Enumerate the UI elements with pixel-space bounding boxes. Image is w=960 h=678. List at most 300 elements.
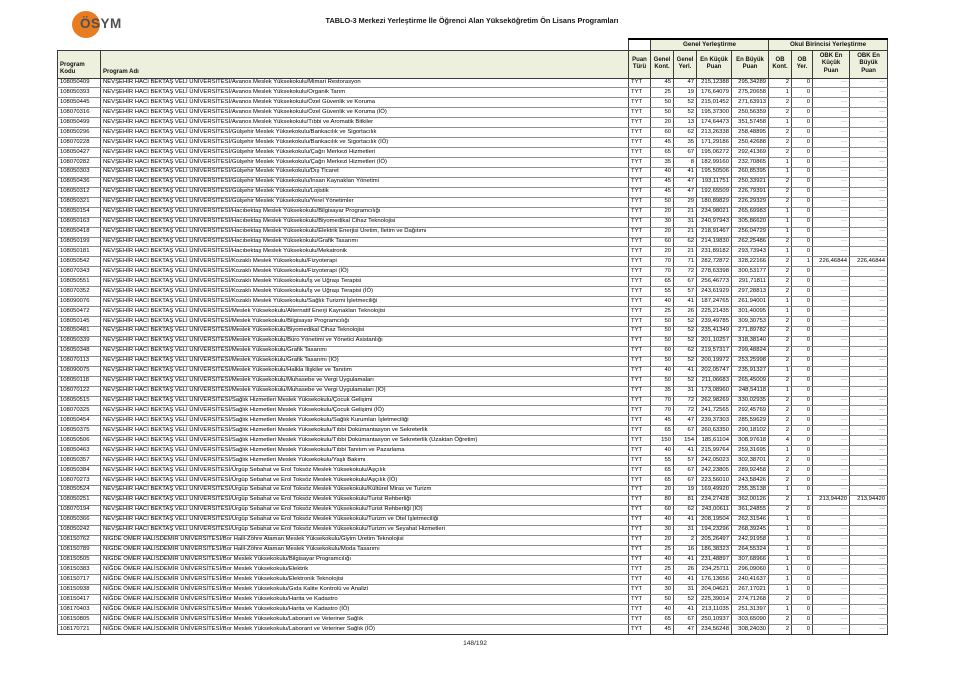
en-buyuk-puan-cell: 293,73943 [732,247,769,257]
ob-yer-cell: 0 [792,138,813,148]
en-kucuk-puan-cell: 231,48897 [697,555,732,565]
obk-en-kucuk-puan-cell: --- [813,515,850,525]
genel-yerl-cell: 52 [674,317,697,327]
program-code-cell: 108150938 [58,585,101,595]
puan-turu-cell: TYT [629,257,651,267]
genel-kont-cell: 20 [651,485,674,495]
genel-kont-cell: 65 [651,476,674,486]
obk-en-buyuk-puan-cell: --- [850,108,888,118]
genel-kont-cell: 35 [651,158,674,168]
puan-turu-cell: TYT [629,217,651,227]
genel-yerl-cell: 67 [674,148,697,158]
en-kucuk-puan-cell: 205,26497 [697,535,732,545]
program-code-cell: 108050145 [58,317,101,327]
en-kucuk-puan-cell: 208,19504 [697,515,732,525]
obk-en-buyuk-puan-cell: --- [850,615,888,625]
obk-en-kucuk-puan-cell: --- [813,416,850,426]
ob-yer-cell: 0 [792,446,813,456]
puan-turu-cell: TYT [629,565,651,575]
obk-en-buyuk-puan-cell: --- [850,158,888,168]
en-buyuk-puan-cell: 262,25486 [732,237,769,247]
table-row [58,386,888,396]
en-kucuk-puan-cell: 242,05023 [697,456,732,466]
ob-kont-cell: 2 [769,98,792,108]
program-code-cell: 108050427 [58,148,101,158]
ob-kont-cell: 2 [769,456,792,466]
program-code-cell: 108050321 [58,197,101,207]
en-kucuk-puan-cell: 176,64079 [697,88,732,98]
program-name-cell: NEVŞEHİR HACI BEKTAŞ VELİ ÜNİVERSİTESİ/Meslek Yüksekokulu/Biyomedikal Cihaz Teknolojisi [101,326,629,336]
program-code-cell: 108070228 [58,138,101,148]
program-code-cell: 108050418 [58,227,101,237]
program-name-cell: NİĞDE ÖMER HALİSDEMİR ÜNİVERSİTESİ/Bor Meslek Yüksekokulu/Gıda Kalite Kontrolü ve Analizi [101,585,629,595]
ob-yer-cell: 0 [792,247,813,257]
en-buyuk-puan-cell: 265,45009 [732,376,769,386]
program-name-cell: NİĞDE ÖMER HALİSDEMİR ÜNİVERSİTESİ/Bor Meslek Yüksekokulu/Laborant ve Veteriner Sağlık [101,615,629,625]
genel-yerl-cell: 47 [674,625,697,635]
genel-kont-cell: 45 [651,187,674,197]
puan-turu-cell: TYT [629,207,651,217]
en-kucuk-puan-cell: 235,41349 [697,326,732,336]
table-row [58,446,888,456]
genel-kont-cell: 50 [651,326,674,336]
genel-yerl-cell: 47 [674,177,697,187]
program-name-cell: NİĞDE ÖMER HALİSDEMİR ÜNİVERSİTESİ/Bor Halil-Zöhre Ataman Meslek Yüksekokulu/Moda Tasarımı [101,545,629,555]
en-buyuk-puan-cell: 271,63913 [732,98,769,108]
obk-en-buyuk-puan-cell: --- [850,545,888,555]
genel-kont-cell: 40 [651,555,674,565]
puan-turu-cell: TYT [629,247,651,257]
en-buyuk-puan-cell: 262,31546 [732,515,769,525]
ob-kont-cell: 2 [769,476,792,486]
table-row [58,297,888,307]
ob-yer-cell: 0 [792,525,813,535]
obk-en-kucuk-puan-cell: --- [813,317,850,327]
ob-yer-cell: 0 [792,128,813,138]
genel-yerl-cell: 52 [674,356,697,366]
en-kucuk-puan-cell: 195,06272 [697,148,732,158]
table-row [58,615,888,625]
ob-kont-cell: 1 [769,88,792,98]
obk-en-buyuk-puan-cell: --- [850,217,888,227]
puan-turu-cell: TYT [629,326,651,336]
puan-turu-cell: TYT [629,138,651,148]
en-kucuk-puan-cell: 239,37303 [697,416,732,426]
genel-yerl-cell: 26 [674,307,697,317]
program-code-cell: 108050296 [58,128,101,138]
program-code-cell: 108150789 [58,545,101,555]
en-kucuk-puan-cell: 243,61929 [697,287,732,297]
genel-kont-cell: 40 [651,446,674,456]
genel-yerl-cell: 62 [674,505,697,515]
ob-yer-cell: 0 [792,158,813,168]
genel-kont-cell: 50 [651,98,674,108]
obk-en-buyuk-puan-cell: --- [850,565,888,575]
en-kucuk-puan-cell: 242,23805 [697,466,732,476]
program-name-cell: NEVŞEHİR HACI BEKTAŞ VELİ ÜNİVERSİTESİ/Sağlık Hizmetleri Meslek Yüksekokulu/Tıbbi Tanıtım ve Pazarlama [101,446,629,456]
puan-turu-cell: TYT [629,456,651,466]
obk-en-kucuk-puan-cell: --- [813,187,850,197]
table-row [58,207,888,217]
ob-kont-cell: 2 [769,346,792,356]
table-row [58,575,888,585]
en-kucuk-puan-cell: 211,06683 [697,376,732,386]
ob-kont-cell: 1 [769,575,792,585]
obk-en-buyuk-puan-cell: --- [850,446,888,456]
obk-en-buyuk-puan-cell: --- [850,605,888,615]
en-buyuk-puan-cell: 264,55324 [732,545,769,555]
obk-en-buyuk-puan-cell: --- [850,595,888,605]
program-name-cell: NEVŞEHİR HACI BEKTAŞ VELİ ÜNİVERSİTESİ/Meslek Yüksekokulu/Bilgisayar Programcılığı [101,317,629,327]
genel-kont-cell: 40 [651,297,674,307]
en-buyuk-puan-cell: 255,35138 [732,485,769,495]
ob-kont-cell: 1 [769,555,792,565]
genel-yerl-cell: 67 [674,277,697,287]
obk-en-buyuk-puan-cell: --- [850,525,888,535]
en-kucuk-puan-cell: 213,11035 [697,605,732,615]
program-name-cell: NEVŞEHİR HACI BEKTAŞ VELİ ÜNİVERSİTESİ/Avanos Meslek Yüksekokulu/Özel Güvenlik ve Koruma (İÖ) [101,108,629,118]
obk-en-kucuk-puan-cell: --- [813,118,850,128]
ob-yer-cell: 0 [792,227,813,237]
obk-en-buyuk-puan-cell: --- [850,336,888,346]
puan-turu-cell: TYT [629,446,651,456]
puan-turu-cell: TYT [629,177,651,187]
en-kucuk-puan-cell: 202,05747 [697,366,732,376]
puan-turu-cell: TYT [629,545,651,555]
genel-kont-cell: 45 [651,138,674,148]
obk-en-buyuk-puan-cell: --- [850,237,888,247]
program-code-cell: 108150717 [58,575,101,585]
table-row [58,78,888,88]
table-row [58,346,888,356]
ob-kont-cell: 2 [769,187,792,197]
table-row [58,267,888,277]
en-kucuk-puan-cell: 192,65509 [697,187,732,197]
ob-yer-cell: 1 [792,495,813,505]
genel-kont-cell: 150 [651,436,674,446]
obk-en-kucuk-puan-cell: --- [813,525,850,535]
program-name-cell: NEVŞEHİR HACI BEKTAŞ VELİ ÜNİVERSİTESİ/Avanos Meslek Yüksekokulu/Tıbbi ve Aromatik Bitkiler [101,118,629,128]
program-name-cell: NEVŞEHİR HACI BEKTAŞ VELİ ÜNİVERSİTESİ/Avanos Meslek Yüksekokulu/Mimari Restorasyon [101,78,629,88]
puan-turu-cell: TYT [629,396,651,406]
program-code-cell: 108050242 [58,525,101,535]
program-code-cell: 108050357 [58,456,101,466]
genel-yerl-cell: 52 [674,98,697,108]
en-buyuk-puan-cell: 267,17021 [732,585,769,595]
en-kucuk-puan-cell: 239,49785 [697,317,732,327]
ob-kont-cell: 2 [769,406,792,416]
puan-turu-cell: TYT [629,336,651,346]
table-row [58,227,888,237]
col-header-ob-kont: OB Kont. [769,50,792,78]
obk-en-buyuk-puan-cell: --- [850,148,888,158]
puan-turu-cell: TYT [629,436,651,446]
program-name-cell: NEVŞEHİR HACI BEKTAŞ VELİ ÜNİVERSİTESİ/Sağlık Hizmetleri Meslek Yüksekokulu/Çocuk Gelişimi (İÖ) [101,406,629,416]
ob-kont-cell: 2 [769,426,792,436]
genel-yerl-cell: 67 [674,476,697,486]
en-kucuk-puan-cell: 200,19972 [697,356,732,366]
en-kucuk-puan-cell: 215,99764 [697,446,732,456]
col-header-genel-yerl: Genel Yerl. [674,50,697,78]
genel-kont-cell: 35 [651,386,674,396]
genel-kont-cell: 20 [651,207,674,217]
program-code-cell: 108050551 [58,277,101,287]
genel-kont-cell: 45 [651,416,674,426]
obk-en-kucuk-puan-cell: 226,46844 [813,257,850,267]
program-code-cell: 108050251 [58,495,101,505]
puan-turu-cell: TYT [629,88,651,98]
en-buyuk-puan-cell: 274,71268 [732,595,769,605]
program-code-cell: 108050384 [58,466,101,476]
program-code-cell: 108150762 [58,535,101,545]
obk-en-buyuk-puan-cell: --- [850,456,888,466]
genel-yerl-cell: 31 [674,585,697,595]
program-code-cell: 108050181 [58,247,101,257]
genel-kont-cell: 60 [651,505,674,515]
obk-en-buyuk-puan-cell: --- [850,346,888,356]
puan-turu-cell: TYT [629,555,651,565]
en-kucuk-puan-cell: 240,97943 [697,217,732,227]
table-row [58,277,888,287]
ob-yer-cell: 0 [792,237,813,247]
table-header [58,39,888,78]
table-row [58,326,888,336]
ob-kont-cell: 2 [769,595,792,605]
program-code-cell: 108050312 [58,187,101,197]
genel-kont-cell: 30 [651,585,674,595]
en-kucuk-puan-cell: 214,19830 [697,237,732,247]
en-kucuk-puan-cell: 234,27428 [697,495,732,505]
program-name-cell: NEVŞEHİR HACI BEKTAŞ VELİ ÜNİVERSİTESİ/Sağlık Hizmetleri Meslek Yüksekokulu/Tıbbi Dokümantasyon ve Sekreterlik (Uzaktan Öğretim) [101,436,629,446]
genel-kont-cell: 40 [651,167,674,177]
en-buyuk-puan-cell: 271,89782 [732,326,769,336]
en-buyuk-puan-cell: 291,71811 [732,277,769,287]
program-code-cell: 108070113 [58,356,101,366]
program-code-cell: 108050463 [58,446,101,456]
table-row [58,108,888,118]
table-row [58,585,888,595]
puan-turu-cell: TYT [629,277,651,287]
genel-yerl-cell: 41 [674,515,697,525]
program-code-cell: 108170721 [58,625,101,635]
obk-en-buyuk-puan-cell: --- [850,426,888,436]
en-kucuk-puan-cell: 234,56248 [697,625,732,635]
puan-turu-cell: TYT [629,158,651,168]
genel-yerl-cell: 47 [674,78,697,88]
puan-turu-cell: TYT [629,187,651,197]
genel-kont-cell: 45 [651,78,674,88]
obk-en-kucuk-puan-cell: --- [813,555,850,565]
en-kucuk-puan-cell: 219,57317 [697,346,732,356]
program-name-cell: NEVŞEHİR HACI BEKTAŞ VELİ ÜNİVERSİTESİ/Meslek Yüksekokulu/Grafik Tasarımı [101,346,629,356]
genel-kont-cell: 45 [651,625,674,635]
table-row [58,138,888,148]
ob-kont-cell: 2 [769,317,792,327]
ob-kont-cell: 1 [769,366,792,376]
col-header-genel-kont: Genel Kont. [651,50,674,78]
ob-kont-cell: 2 [769,108,792,118]
obk-en-kucuk-puan-cell: --- [813,108,850,118]
genel-yerl-cell: 57 [674,456,697,466]
ob-kont-cell: 1 [769,158,792,168]
en-buyuk-puan-cell: 330,02935 [732,396,769,406]
program-code-cell: 108050154 [58,207,101,217]
puan-turu-cell: TYT [629,585,651,595]
ob-yer-cell: 0 [792,197,813,207]
program-code-cell: 108050303 [58,167,101,177]
puan-turu-cell: TYT [629,426,651,436]
program-name-cell: NEVŞEHİR HACI BEKTAŞ VELİ ÜNİVERSİTESİ/Ürgüp Sebahat ve Erol Toksöz Meslek Yüksekokulu/Kültürel Miras ve Turizm [101,485,629,495]
obk-en-kucuk-puan-cell: --- [813,466,850,476]
table-row [58,436,888,446]
col-header-en-buyuk-puan: En Büyük Puan [732,50,769,78]
program-name-cell: NEVŞEHİR HACI BEKTAŞ VELİ ÜNİVERSİTESİ/Gülşehir Meslek Yüksekokulu/Dış Ticaret [101,167,629,177]
ob-yer-cell: 0 [792,545,813,555]
genel-kont-cell: 65 [651,466,674,476]
genel-yerl-cell: 52 [674,595,697,605]
en-buyuk-puan-cell: 302,38701 [732,456,769,466]
ob-yer-cell: 1 [792,257,813,267]
table-row [58,158,888,168]
obk-en-buyuk-puan-cell: --- [850,177,888,187]
ob-yer-cell: 0 [792,605,813,615]
genel-yerl-cell: 21 [674,207,697,217]
obk-en-buyuk-puan-cell: --- [850,535,888,545]
obk-en-buyuk-puan-cell: 226,46844 [850,257,888,267]
program-name-cell: NEVŞEHİR HACI BEKTAŞ VELİ ÜNİVERSİTESİ/Meslek Yüksekokulu/Alternatif Enerji Kaynakları Teknolojisi [101,307,629,317]
genel-kont-cell: 50 [651,376,674,386]
table-row [58,625,888,635]
genel-yerl-cell: 29 [674,197,697,207]
col-header-program-adi: Program Adı [101,50,629,78]
program-name-cell: NEVŞEHİR HACI BEKTAŞ VELİ ÜNİVERSİTESİ/Hacıbektaş Meslek Yüksekokulu/Elektrik Enerjisi Üretim, İletim ve Dağıtımı [101,227,629,237]
obk-en-buyuk-puan-cell: --- [850,386,888,396]
program-name-cell: NEVŞEHİR HACI BEKTAŞ VELİ ÜNİVERSİTESİ/Ürgüp Sebahat ve Erol Toksöz Meslek Yüksekokulu/Turizm ve Otel İşletmeciliği [101,515,629,525]
genel-kont-cell: 40 [651,515,674,525]
obk-en-kucuk-puan-cell: --- [813,535,850,545]
obk-en-kucuk-puan-cell: --- [813,128,850,138]
ob-kont-cell: 4 [769,436,792,446]
genel-yerl-cell: 154 [674,436,697,446]
genel-kont-cell: 70 [651,406,674,416]
page-number: 148/192 [463,640,487,647]
obk-en-buyuk-puan-cell: --- [850,78,888,88]
program-name-cell: NİĞDE ÖMER HALİSDEMİR ÜNİVERSİTESİ/Bor Meslek Yüksekokulu/Harita ve Kadastro [101,595,629,605]
obk-en-kucuk-puan-cell: --- [813,207,850,217]
obk-en-buyuk-puan-cell: --- [850,416,888,426]
puan-turu-cell: TYT [629,108,651,118]
obk-en-buyuk-puan-cell: --- [850,88,888,98]
en-buyuk-puan-cell: 297,28813 [732,287,769,297]
program-code-cell: 108050454 [58,416,101,426]
obk-en-buyuk-puan-cell: --- [850,575,888,585]
obk-en-kucuk-puan-cell: --- [813,545,850,555]
program-name-cell: NEVŞEHİR HACI BEKTAŞ VELİ ÜNİVERSİTESİ/Hacıbektaş Meslek Yüksekokulu/Grafik Tasarımı [101,237,629,247]
en-buyuk-puan-cell: 226,29329 [732,197,769,207]
program-name-cell: NEVŞEHİR HACI BEKTAŞ VELİ ÜNİVERSİTESİ/Ürgüp Sebahat ve Erol Toksöz Meslek Yüksekokulu/Aşçılık (İÖ) [101,476,629,486]
group-header-okul-birincisi: Okul Birincisi Yerleştirme [769,39,888,50]
ob-yer-cell: 0 [792,476,813,486]
en-buyuk-puan-cell: 308,24030 [732,625,769,635]
obk-en-kucuk-puan-cell: --- [813,585,850,595]
program-code-cell: 108090076 [58,297,101,307]
genel-yerl-cell: 21 [674,227,697,237]
genel-kont-cell: 60 [651,237,674,247]
group-header-genel-yerlestirme: Genel Yerleştirme [651,39,769,50]
puan-turu-cell: TYT [629,505,651,515]
obk-en-buyuk-puan-cell: --- [850,167,888,177]
genel-yerl-cell: 47 [674,187,697,197]
program-name-cell: NEVŞEHİR HACI BEKTAŞ VELİ ÜNİVERSİTESİ/Meslek Yüksekokulu/Muhasebe ve Vergi Uygulamaları [101,376,629,386]
ob-kont-cell: 2 [769,148,792,158]
en-kucuk-puan-cell: 215,12388 [697,78,732,88]
program-code-cell: 108050515 [58,396,101,406]
program-code-cell: 108170403 [58,605,101,615]
program-name-cell: NEVŞEHİR HACI BEKTAŞ VELİ ÜNİVERSİTESİ/Sağlık Hizmetleri Meslek Yüksekokulu/Çocuk Gelişimi [101,396,629,406]
en-kucuk-puan-cell: 194,23296 [697,525,732,535]
ob-yer-cell: 0 [792,187,813,197]
en-buyuk-puan-cell: 292,45769 [732,406,769,416]
col-header-en-kucuk-puan: En Küçük Puan [697,50,732,78]
puan-turu-cell: TYT [629,595,651,605]
genel-yerl-cell: 62 [674,237,697,247]
puan-turu-cell: TYT [629,605,651,615]
ob-yer-cell: 0 [792,456,813,466]
genel-yerl-cell: 13 [674,118,697,128]
ob-kont-cell: 1 [769,297,792,307]
obk-en-kucuk-puan-cell: --- [813,505,850,515]
en-buyuk-puan-cell: 296,09060 [732,565,769,575]
genel-kont-cell: 50 [651,595,674,605]
obk-en-kucuk-puan-cell: --- [813,307,850,317]
genel-yerl-cell: 2 [674,535,697,545]
genel-kont-cell: 80 [651,495,674,505]
ob-yer-cell: 0 [792,565,813,575]
obk-en-buyuk-puan-cell: --- [850,297,888,307]
obk-en-kucuk-puan-cell: --- [813,287,850,297]
program-name-cell: NEVŞEHİR HACI BEKTAŞ VELİ ÜNİVERSİTESİ/Ürgüp Sebahat ve Erol Toksöz Meslek Yüksekokulu/Aşçılık [101,466,629,476]
program-name-cell: NEVŞEHİR HACI BEKTAŞ VELİ ÜNİVERSİTESİ/Gülşehir Meslek Yüksekokulu/Bankacılık ve Sigortacılık [101,128,629,138]
program-code-cell: 108050366 [58,515,101,525]
table-row [58,476,888,486]
obk-en-buyuk-puan-cell: --- [850,356,888,366]
table-row [58,545,888,555]
obk-en-kucuk-puan-cell: --- [813,485,850,495]
table-row [58,98,888,108]
en-buyuk-puan-cell: 243,58426 [732,476,769,486]
en-buyuk-puan-cell: 242,91958 [732,535,769,545]
table-row [58,456,888,466]
program-code-cell: 108050481 [58,326,101,336]
en-buyuk-puan-cell: 318,38140 [732,336,769,346]
program-code-cell: 108070316 [58,108,101,118]
table-row [58,505,888,515]
en-kucuk-puan-cell: 225,21435 [697,307,732,317]
ob-yer-cell: 0 [792,485,813,495]
obk-en-buyuk-puan-cell: --- [850,555,888,565]
en-kucuk-puan-cell: 204,04621 [697,585,732,595]
ob-yer-cell: 0 [792,108,813,118]
ob-yer-cell: 0 [792,98,813,108]
en-buyuk-puan-cell: 303,65090 [732,615,769,625]
genel-yerl-cell: 19 [674,485,697,495]
program-code-cell: 108050445 [58,98,101,108]
obk-en-kucuk-puan-cell: --- [813,456,850,466]
osym-logo-text: ÖSYM [80,16,122,31]
program-code-cell: 108050524 [58,485,101,495]
genel-kont-cell: 30 [651,217,674,227]
ob-yer-cell: 0 [792,167,813,177]
